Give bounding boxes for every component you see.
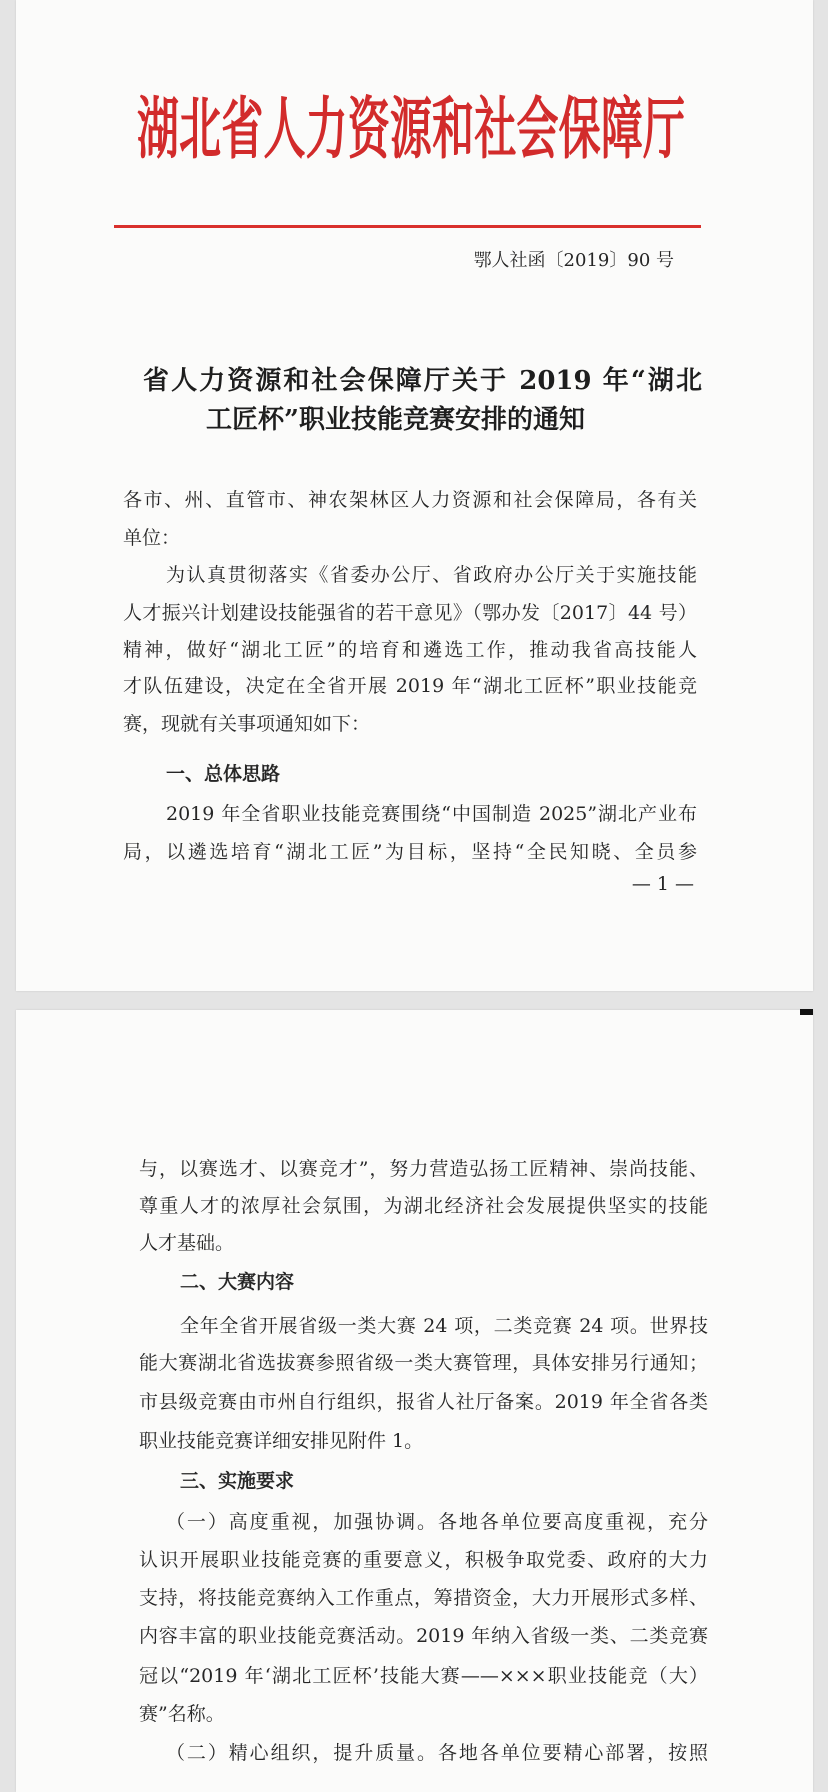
body-line: 各市、州、直管市、神农架林区人力资源和社会保障局，各有关 <box>123 489 697 511</box>
document-page-1 <box>16 0 813 991</box>
body-line: 内容丰富的职业技能竞赛活动。2019 年纳入省级一类、二类竞赛 <box>139 1625 708 1647</box>
document-number: 鄂人社函〔2019〕90 号 <box>473 250 674 271</box>
scan-edge-mark <box>800 1009 813 1015</box>
body-line: 赛”名称。 <box>139 1703 225 1725</box>
body-line: 尊重人才的浓厚社会氛围，为湖北经济社会发展提供坚实的技能 <box>139 1195 708 1217</box>
body-line: 市县级竞赛由市州自行组织，报省人社厅备案。2019 年全省各类 <box>139 1391 708 1413</box>
body-line: （一）高度重视，加强协调。各地各单位要高度重视，充分 <box>166 1511 708 1533</box>
body-line: 冠以“2019 年‘湖北工匠杯’技能大赛——×××职业技能竞（大） <box>139 1665 708 1687</box>
body-line: （二）精心组织，提升质量。各地各单位要精心部署，按照 <box>166 1742 708 1764</box>
body-line: 支持，将技能竞赛纳入工作重点，筹措资金，大力开展形式多样、 <box>139 1587 708 1609</box>
body-line: 为认真贯彻落实《省委办公厅、省政府办公厅关于实施技能 <box>166 564 697 586</box>
body-line: 职业技能竞赛详细安排见附件 1。 <box>139 1430 424 1452</box>
document-page-2 <box>16 1010 813 1792</box>
body-line: 赛，现就有关事项通知如下： <box>123 713 371 735</box>
body-line: 2019 年全省职业技能竞赛围绕“中国制造 2025”湖北产业布 <box>166 803 697 825</box>
body-line: 人才基础。 <box>139 1232 235 1254</box>
body-line: 单位： <box>123 527 181 549</box>
body-line: 才队伍建设，决定在全省开展 2019 年“湖北工匠杯”职业技能竞 <box>123 675 697 697</box>
document-title-line-2: 工匠杯”职业技能竞赛安排的通知 <box>206 405 585 435</box>
agency-letterhead: 湖北省人力资源和社会保障厅 <box>137 89 685 168</box>
body-line: 全年全省开展省级一类大赛 24 项，二类竞赛 24 项。世界技 <box>180 1315 708 1337</box>
body-line: 与，以赛选才、以赛竞才”，努力营造弘扬工匠精神、崇尚技能、 <box>139 1158 708 1180</box>
body-line: 精神，做好“湖北工匠”的培育和遴选工作，推动我省高技能人 <box>123 639 697 661</box>
letterhead-red-rule <box>114 225 701 228</box>
document-title-line-1: 省人力资源和社会保障厅关于 2019 年“湖北 <box>143 366 702 396</box>
page-number: — 1 — <box>631 873 694 895</box>
section-heading: 一、总体思路 <box>166 763 281 785</box>
body-line: 能大赛湖北省选拔赛参照省级一类大赛管理，具体安排另行通知； <box>139 1352 708 1374</box>
body-line: 人才振兴计划建设技能强省的若干意见》（鄂办发〔2017〕44 号） <box>123 602 697 624</box>
body-line: 局，以遴选培育“湖北工匠”为目标，坚持“全民知晓、全员参 <box>123 841 697 863</box>
body-line: 认识开展职业技能竞赛的重要意义，积极争取党委、政府的大力 <box>139 1549 708 1571</box>
section-heading: 二、大赛内容 <box>180 1271 295 1293</box>
section-heading: 三、实施要求 <box>180 1470 295 1492</box>
